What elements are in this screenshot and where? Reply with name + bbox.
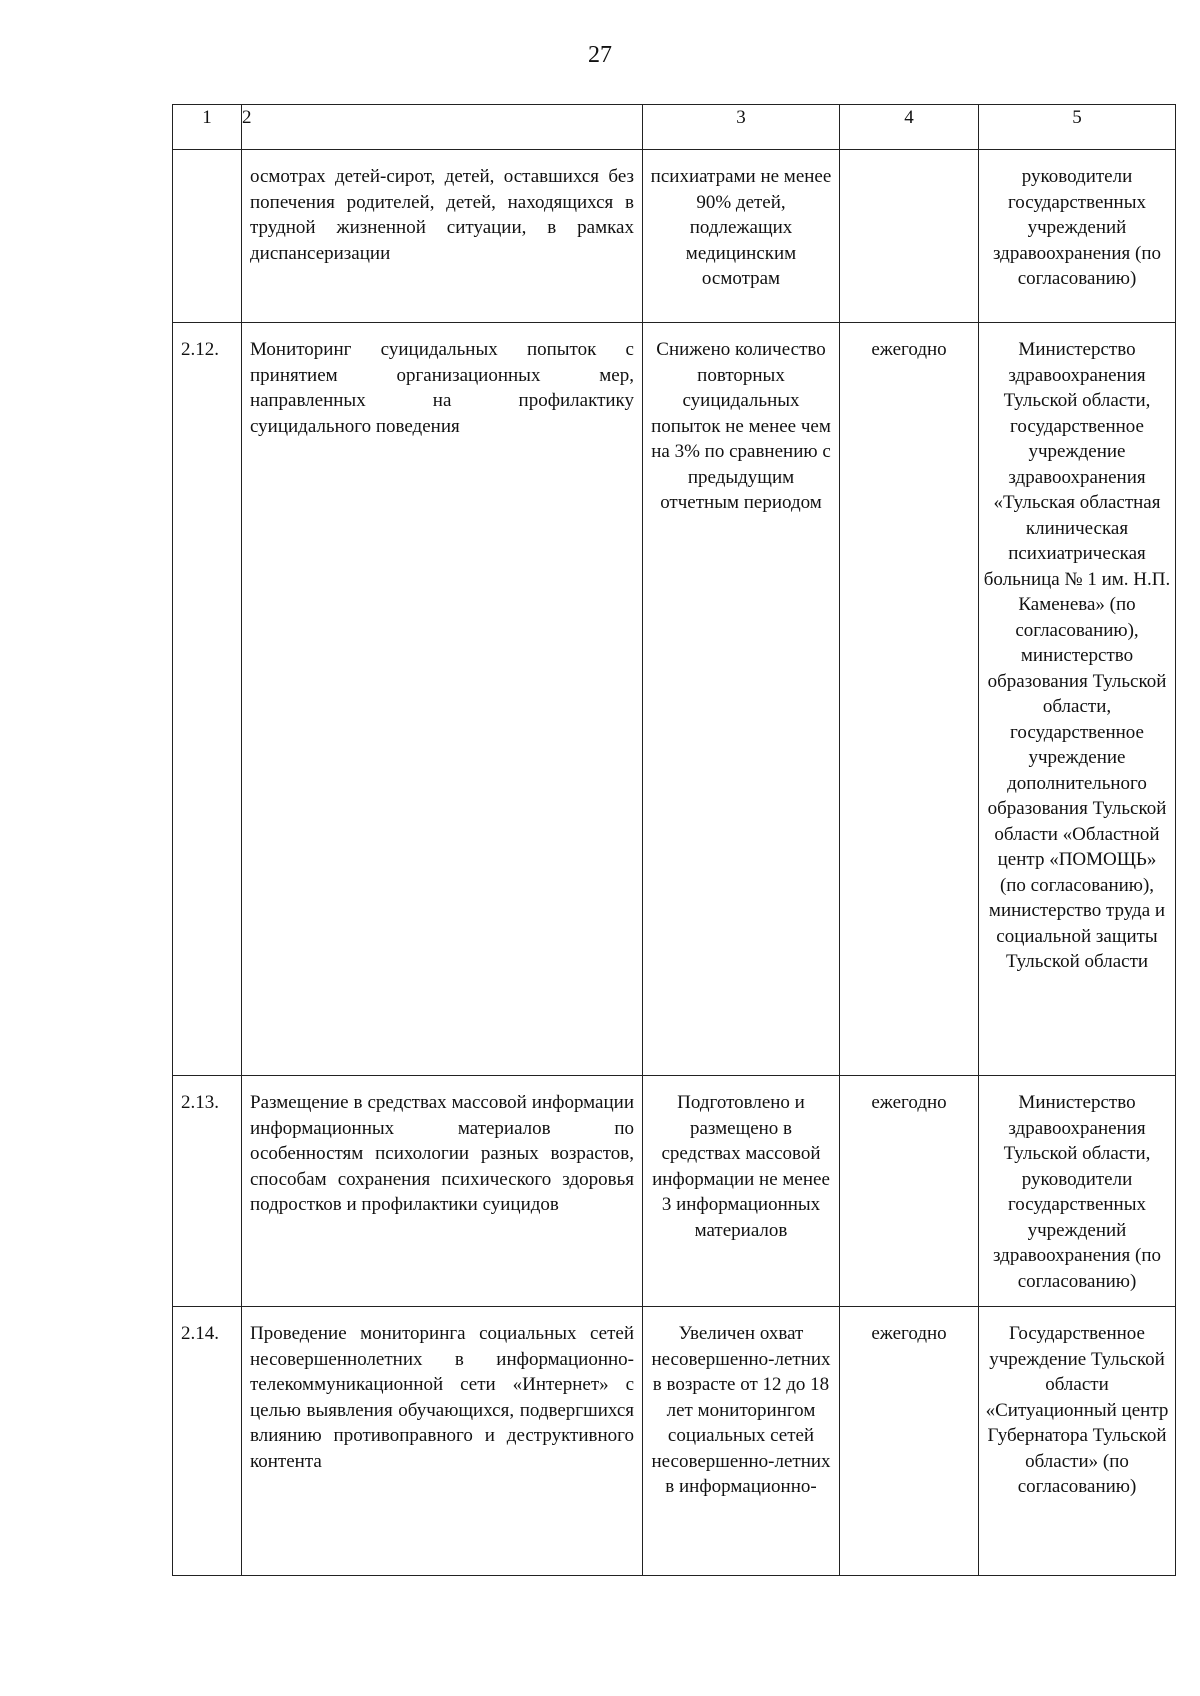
action-description: осмотрах детей-сирот, детей, оставшихся без попечения родителей, детей, находящихся в трудной жизненной ситуации, в рамках диспансеризации — [242, 150, 643, 323]
page-number: 27 — [588, 42, 612, 68]
header-cell-2: 2 — [242, 105, 643, 150]
table-header-row — [173, 105, 1176, 150]
expected-result: Подготовлено и размещено в средствах массовой информации не менее 3 информационных материалов — [643, 1076, 840, 1307]
action-description: Проведение мониторинга социальных сетей несовершеннолетних в информационно-телекоммуникационной сети «Интернет» с целью выявления обучающихся, подвергшихся влиянию противоправного и деструктивного контента — [242, 1307, 643, 1576]
table-row — [173, 323, 1176, 1076]
header-cell-1: 1 — [173, 105, 242, 150]
header-cell-3: 3 — [643, 105, 840, 150]
period: ежегодно — [840, 1307, 979, 1576]
header-cell-4: 4 — [840, 105, 979, 150]
row-number — [173, 150, 242, 323]
period: ежегодно — [840, 323, 979, 1076]
table-row — [173, 1076, 1176, 1307]
header-cell-5: 5 — [979, 105, 1176, 150]
expected-result: Увеличен охват несовершенно-летних в возрасте от 12 до 18 лет мониторингом социальных сетей несовершенно-летних в информационно- — [643, 1307, 840, 1576]
table-row — [173, 150, 1176, 323]
expected-result: психиатрами не менее 90% детей, подлежащих медицинским осмотрам — [643, 150, 840, 323]
action-plan-table — [172, 104, 1176, 1576]
period: ежегодно — [840, 1076, 979, 1307]
row-number: 2.12. — [173, 323, 242, 1076]
table-row — [173, 1307, 1176, 1576]
action-description: Мониторинг суицидальных попыток с принятием организационных мер, направленных на профилактику суицидального поведения — [242, 323, 643, 1076]
executors: руководители государственных учреждений здравоохранения (по согласованию) — [979, 150, 1176, 323]
executors: Министерство здравоохранения Тульской области, руководители государственных учреждений здравоохранения (по согласованию) — [979, 1076, 1176, 1307]
action-description: Размещение в средствах массовой информации информационных материалов по особенностям психологии разных возрастов, способам сохранения психического здоровья подростков и профилактики суицидов — [242, 1076, 643, 1307]
executors: Министерство здравоохранения Тульской области, государственное учреждение здравоохранения «Тульская областная клиническая психиатрическая больница № 1 им. Н.П. Каменева» (по согласованию), министерство образования Тульской области, государственное учреждение дополнительного образования Тульской области «Областной центр «ПОМОЩЬ» (по согласованию), министерство труда и социальной защиты Тульской области — [979, 323, 1176, 1076]
row-number: 2.13. — [173, 1076, 242, 1307]
expected-result: Снижено количество повторных суицидальных попыток не менее чем на 3% по сравнению с предыдущим отчетным периодом — [643, 323, 840, 1076]
executors: Государственное учреждение Тульской области «Ситуационный центр Губернатора Тульской области» (по согласованию) — [979, 1307, 1176, 1576]
period — [840, 150, 979, 323]
row-number: 2.14. — [173, 1307, 242, 1576]
